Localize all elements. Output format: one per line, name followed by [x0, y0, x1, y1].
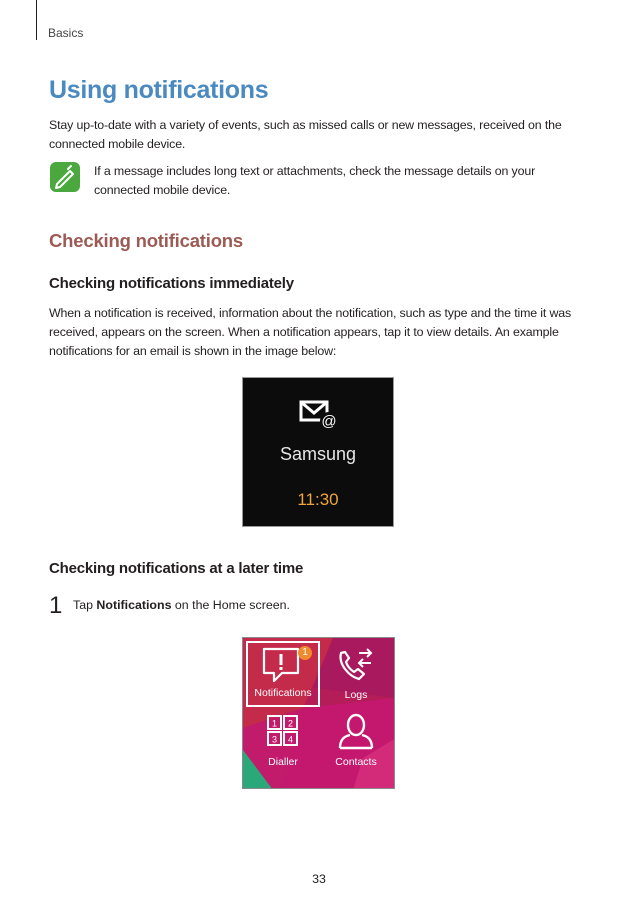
dial-key: 2 [287, 718, 294, 729]
step-suffix: on the Home screen. [171, 598, 290, 612]
section-title: Checking notifications [49, 230, 243, 251]
running-header: Basics [48, 26, 84, 40]
note-text: If a message includes long text or attachments, check the message details on your connected mobile device. [94, 164, 536, 197]
notification-count-badge: 1 [298, 646, 312, 660]
app-label-contacts: Contacts [335, 756, 377, 768]
intro-paragraph: Stay up-to-date with a variety of events, such as missed calls or new messages, received on the connected mobile device. [49, 118, 562, 151]
page-dot [323, 788, 327, 789]
subsection-title-later: Checking notifications at a later time [49, 560, 304, 577]
dial-key: 3 [271, 734, 278, 745]
dial-key: 1 [271, 718, 278, 729]
app-label-logs: Logs [344, 689, 368, 701]
dial-key: 4 [287, 734, 294, 745]
page-dot [329, 788, 333, 789]
pencil-note-icon [50, 162, 80, 192]
notification-sender[interactable]: Samsung [279, 444, 357, 464]
page-number: 33 [312, 872, 326, 886]
notifications-app-tile[interactable] [246, 641, 320, 707]
page-dot [311, 788, 315, 789]
svg-text:@: @ [321, 413, 337, 430]
logs-app-tile[interactable] [319, 641, 393, 707]
home-screen-image [242, 637, 395, 789]
notification-time: 11:30 [297, 490, 339, 509]
app-label-dialler: Dialler [268, 756, 298, 768]
step-bold-notifications: Notifications [96, 598, 172, 612]
step-number: 1 [49, 592, 63, 619]
immediate-body: When a notification is received, information about the notification, such as type and the time it was received, appears on the screen. When a notification appears, tap it to view details. An example notifications for an email is shown in the image below: [49, 306, 572, 358]
subsection-title-immediately: Checking notifications immediately [49, 275, 294, 292]
step-prefix: Tap [73, 598, 97, 612]
app-label-notifications: Notifications [254, 687, 312, 699]
page-indicator [243, 779, 394, 785]
contacts-app-tile[interactable] [319, 708, 393, 774]
corner-rule [36, 0, 37, 40]
dialler-app-tile[interactable] [246, 708, 320, 774]
step-text [73, 598, 290, 612]
page-dot [317, 788, 321, 789]
page-title: Using notifications [49, 76, 269, 104]
page-dot [305, 788, 309, 789]
